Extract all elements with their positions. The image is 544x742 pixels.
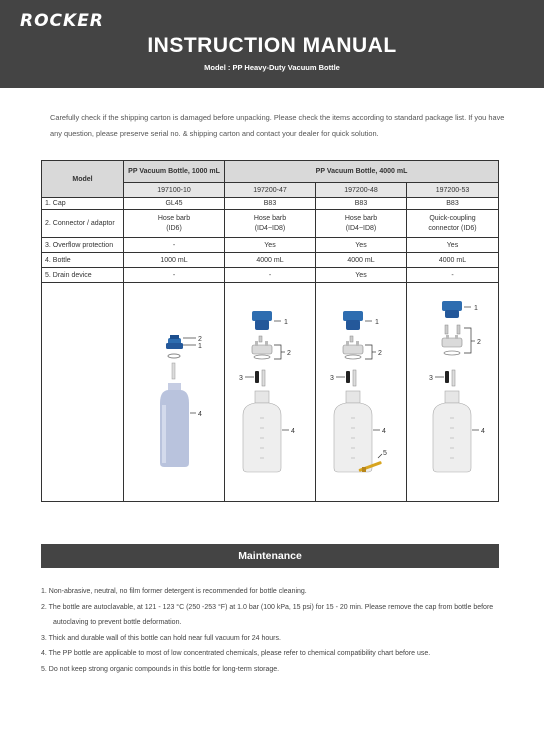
diagram-4000ml-b [316, 283, 407, 502]
page-subtitle: Model : PP Heavy-Duty Vacuum Bottle [204, 63, 340, 72]
callout-label: 2 [198, 336, 202, 343]
cell: Hose barb (ID4~ID8) [225, 210, 316, 238]
callout-label: 1 [474, 305, 478, 312]
maintenance-list [41, 584, 511, 677]
tube-icon [172, 363, 175, 379]
bottle-white-icon [243, 391, 281, 472]
diagram-4000ml-a [225, 283, 316, 502]
bottle-4000ml-diagram-a [225, 283, 315, 499]
callout-label: 1 [198, 343, 202, 350]
diagram-4000ml-c [407, 283, 499, 502]
row-label: 5. Drain device [42, 268, 124, 283]
callout-label: 1 [284, 319, 288, 326]
callout-label: 2 [477, 339, 481, 346]
cell: Yes [316, 268, 407, 283]
callout-label: 3 [239, 375, 243, 382]
overflow-valve-icon [445, 370, 455, 386]
bottle-white-icon [433, 391, 471, 472]
model-header: Model [42, 161, 124, 198]
cell: Hose barb (ID4~ID8) [316, 210, 407, 238]
overflow-valve-icon [346, 370, 356, 386]
cell: B83 [225, 198, 316, 210]
cell: 4000 mL [407, 253, 499, 268]
callout-label: 1 [375, 319, 379, 326]
bottle-white-icon [334, 391, 372, 472]
callout-label: 4 [291, 428, 295, 435]
cell: B83 [407, 198, 499, 210]
list-item: 2. The bottle are autoclavable, at 121 - 123 °C (250 -253 °F) at 1.0 bar (100 kPa, 15 psi) for 15 - 20 min. Please remove the cap from bottle before autoclaving to prevent bottle deformation. [41, 603, 494, 626]
code-cell: 197200-53 [407, 183, 499, 198]
cell: 1000 mL [124, 253, 225, 268]
row-label: 1. Cap [42, 198, 124, 210]
cell: Hose barb (ID6) [124, 210, 225, 238]
connector-icon [252, 336, 272, 359]
code-cell: 197200-47 [225, 183, 316, 198]
bottle-blue-icon [160, 383, 189, 467]
overflow-valve-icon [255, 370, 265, 386]
quick-coupling-icon [442, 325, 462, 355]
maintenance-heading: Maintenance [41, 544, 499, 568]
connector-icon [343, 336, 363, 359]
bottle-1000ml-diagram [124, 283, 224, 499]
header-banner [0, 0, 544, 88]
code-cell: 197100-10 [124, 183, 225, 198]
cell: Yes [225, 238, 316, 253]
brand-logo: ROCKER [20, 11, 104, 31]
callout-label: 4 [481, 428, 485, 435]
list-item: 5. Do not keep strong organic compounds in this bottle for long-term storage. [41, 665, 280, 673]
callout-label: 4 [382, 428, 386, 435]
cell: - [225, 268, 316, 283]
cell: Yes [407, 238, 499, 253]
cell: B83 [316, 198, 407, 210]
callout-label: 4 [198, 411, 202, 418]
callout-label: 2 [378, 350, 382, 357]
cell: 4000 mL [225, 253, 316, 268]
code-cell: 197200-48 [316, 183, 407, 198]
list-item: 3. Thick and durable wall of this bottle can hold near full vacuum for 24 hours. [41, 634, 281, 642]
group-1000ml-header: PP Vacuum Bottle, 1000 mL [124, 161, 225, 183]
cell: Yes [316, 238, 407, 253]
spec-table [41, 160, 499, 502]
cap-icon [252, 311, 272, 330]
cell: 4000 mL [316, 253, 407, 268]
cell: - [407, 268, 499, 283]
cap-icon [343, 311, 363, 330]
list-item: 4. The PP bottle are applicable to most of low concentrated chemicals, please refer to chemical compatibility chart before use. [41, 650, 431, 657]
cell: - [124, 238, 225, 253]
row-label: 4. Bottle [42, 253, 124, 268]
intro-paragraph: Carefully check if the shipping carton is damaged before unpacking. Please check the items according to standard package list. If you have any question, please preserve serial no. & shipping carton and contact your dealer for quick solution. [50, 113, 505, 138]
list-item: 1. Non-abrasive, neutral, no film former detergent is recommended for bottle cleaning. [41, 588, 307, 595]
cell: GL45 [124, 198, 225, 210]
callout-label: 3 [330, 375, 334, 382]
gasket-icon [168, 354, 180, 358]
callout-label: 2 [287, 350, 291, 357]
cap-icon [166, 335, 183, 349]
bottle-4000ml-diagram-b [316, 283, 406, 499]
row-label: 2. Connector / adaptor [42, 210, 124, 238]
callout-label: 3 [429, 375, 433, 382]
cell: - [124, 268, 225, 283]
cell: Quick-coupling connector (ID6) [407, 210, 499, 238]
bottle-4000ml-diagram-c [407, 283, 498, 499]
row-label: 3. Overflow protection [42, 238, 124, 253]
callout-label: 5 [383, 450, 387, 457]
diagram-1000ml [124, 283, 225, 502]
cap-icon [442, 301, 462, 318]
empty-image-cell [42, 283, 124, 502]
group-4000ml-header: PP Vacuum Bottle, 4000 mL [225, 161, 499, 183]
page-title: INSTRUCTION MANUAL [147, 34, 397, 57]
